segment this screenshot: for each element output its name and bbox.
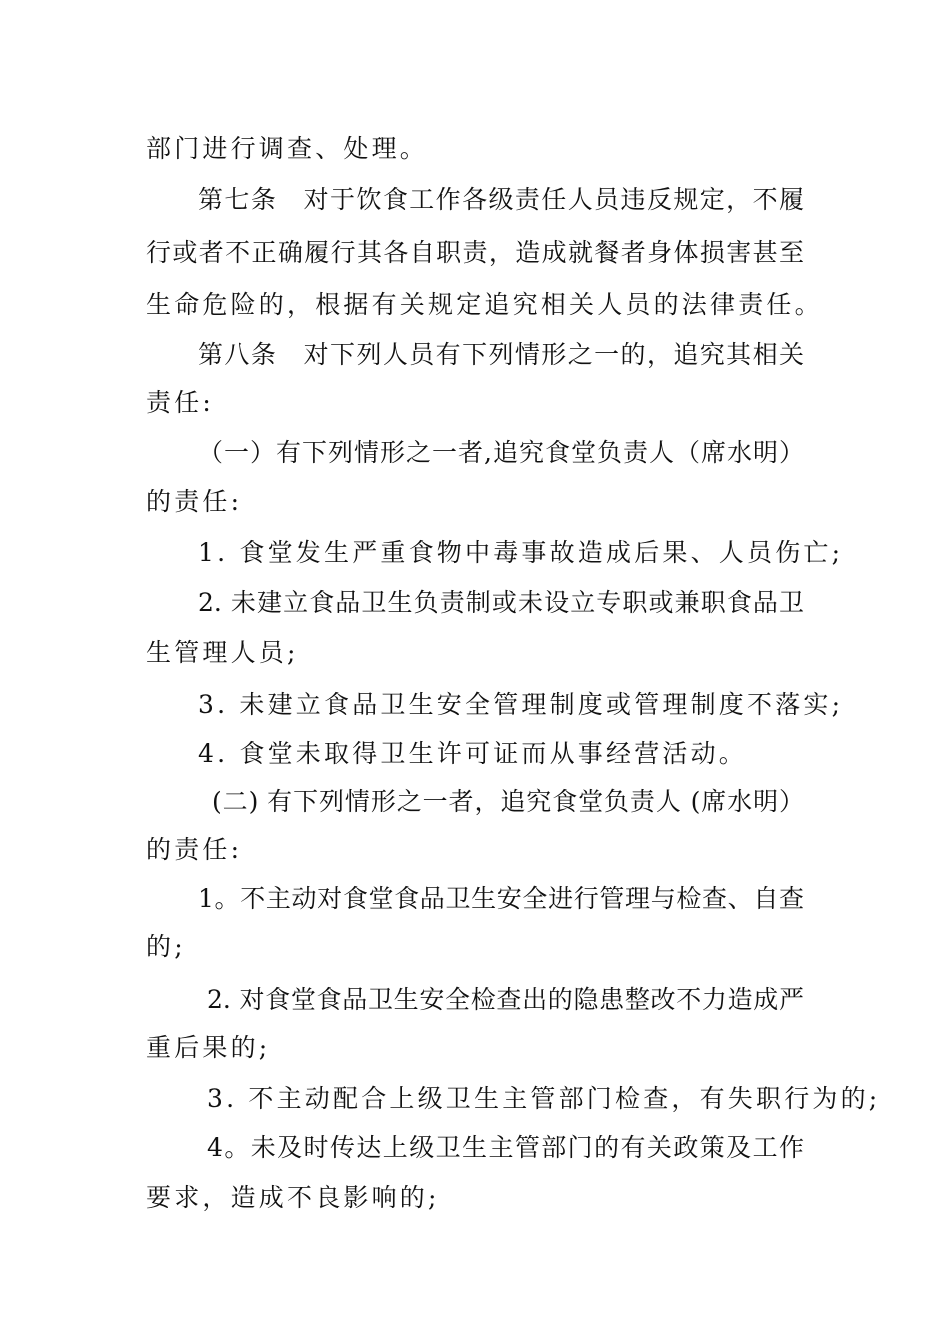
section-2-item-4-line-1: 4。未及时传达上级卫生主管部门的有关政策及工作 (207, 1133, 804, 1162)
section-1-item-3: 3. 未建立食品卫生安全管理制度或管理制度不落实; (198, 690, 844, 719)
section-1-item-4: 4. 食堂未取得卫生许可证而从事经营活动。 (198, 739, 748, 768)
section-2-item-2-line-2: 重后果的; (146, 1033, 271, 1062)
section-2-item-1-line-2: 的; (146, 932, 186, 961)
section-2-item-1-line-1: 1。不主动对食堂食品卫生安全进行管理与检查、自查 (198, 884, 804, 913)
section-2-heading-line-2: 的责任: (146, 835, 243, 864)
section-1-item-1: 1. 食堂发生严重食物中毒事故造成后果、人员伤亡; (198, 538, 844, 567)
section-1-heading-line-1: （一）有下列情形之一者,追究食堂负责人（席水明） (198, 438, 804, 467)
article-7-line-2: 行或者不正确履行其各自职责，造成就餐者身体损害甚至 (146, 238, 804, 267)
article-8-line-2: 责任: (146, 388, 215, 417)
article-7-line-3: 生命危险的，根据有关规定追究相关人员的法律责任。 (146, 290, 823, 319)
section-2-item-2-line-1: 2. 对食堂食品卫生安全检查出的隐患整改不力造成严 (207, 985, 804, 1014)
article-7-line-1: 第七条 对于饮食工作各级责任人员违反规定，不履 (198, 185, 804, 214)
section-2-heading-line-1: (二) 有下列情形之一者，追究食堂负责人 (席水明） (212, 787, 804, 816)
section-1-item-2-line-1: 2. 未建立食品卫生负责制或未设立专职或兼职食品卫 (198, 588, 804, 617)
paragraph-line: 部门进行调查、处理。 (146, 134, 429, 163)
article-8-line-1: 第八条 对下列人员有下列情形之一的，追究其相关 (198, 340, 804, 369)
section-1-heading-line-2: 的责任: (146, 487, 243, 516)
section-2-item-4-line-2: 要求，造成不良影响的; (146, 1183, 440, 1212)
section-1-item-2-line-2: 生管理人员; (146, 638, 299, 667)
section-2-item-3: 3. 不主动配合上级卫生主管部门检查，有失职行为的; (207, 1084, 881, 1113)
